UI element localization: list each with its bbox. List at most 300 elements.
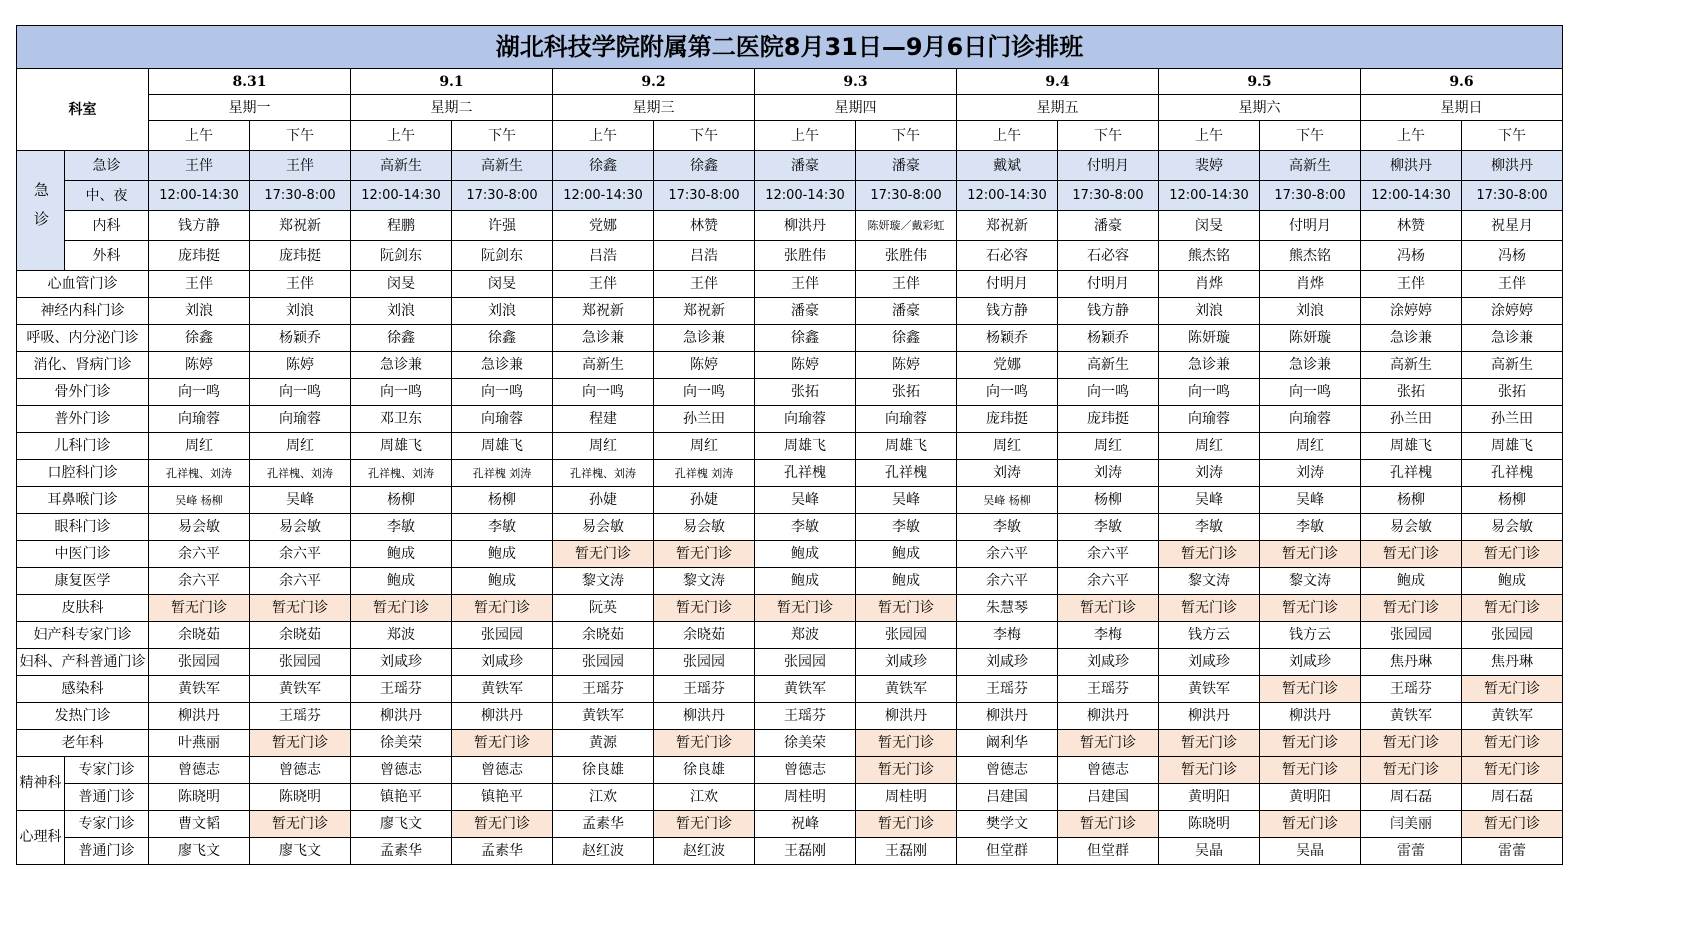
schedule-cell: 孔祥槐	[856, 460, 957, 487]
schedule-cell: 暂无门诊	[654, 541, 755, 568]
schedule-row	[17, 460, 1563, 487]
schedule-cell: 向一鸣	[250, 379, 351, 406]
schedule-cell: 黄铁军	[856, 676, 957, 703]
schedule-cell: 鲍成	[351, 568, 452, 595]
schedule-cell: 12:00-14:30	[553, 181, 654, 211]
schedule-cell: 黎文涛	[1260, 568, 1361, 595]
schedule-cell: 闵旻	[452, 271, 553, 298]
schedule-cell: 黄铁军	[553, 703, 654, 730]
schedule-cell: 暂无门诊	[1462, 541, 1563, 568]
schedule-cell: 闫美丽	[1361, 811, 1462, 838]
schedule-cell: 暂无门诊	[755, 595, 856, 622]
schedule-cell: 钱方静	[149, 211, 250, 241]
schedule-cell: 陈晓明	[149, 784, 250, 811]
schedule-cell: 张拓	[755, 379, 856, 406]
schedule-cell: 向瑜蓉	[1159, 406, 1260, 433]
schedule-cell: 吴峰	[755, 487, 856, 514]
schedule-cell: 徐鑫	[452, 325, 553, 352]
schedule-cell: 黄源	[553, 730, 654, 757]
schedule-cell: 吕建国	[957, 784, 1058, 811]
schedule-cell: 陈婷	[654, 352, 755, 379]
schedule-cell: 李梅	[957, 622, 1058, 649]
dept-label: 神经内科门诊	[17, 298, 149, 325]
pm-header: 下午	[1058, 121, 1159, 151]
schedule-cell: 黄铁军	[1159, 676, 1260, 703]
schedule-cell: 祝星月	[1462, 211, 1563, 241]
schedule-row	[17, 487, 1563, 514]
schedule-cell: 吕浩	[654, 241, 755, 271]
schedule-cell: 17:30-8:00	[1462, 181, 1563, 211]
schedule-cell: 吴峰 杨柳	[957, 487, 1058, 514]
schedule-cell: 郑波	[351, 622, 452, 649]
schedule-cell: 刘浪	[1260, 298, 1361, 325]
schedule-cell: 鲍成	[755, 541, 856, 568]
schedule-cell: 余六平	[149, 568, 250, 595]
schedule-cell: 王瑶芬	[351, 676, 452, 703]
schedule-cell: 邓卫东	[351, 406, 452, 433]
schedule-cell: 吴晶	[1260, 838, 1361, 865]
schedule-cell: 孙兰田	[1361, 406, 1462, 433]
schedule-cell: 阮英	[553, 595, 654, 622]
schedule-cell: 曾德志	[755, 757, 856, 784]
schedule-cell: 鲍成	[856, 541, 957, 568]
schedule-cell: 12:00-14:30	[755, 181, 856, 211]
schedule-cell: 周红	[1159, 433, 1260, 460]
schedule-cell: 张园园	[452, 622, 553, 649]
schedule-cell: 祝峰	[755, 811, 856, 838]
schedule-row	[17, 298, 1563, 325]
schedule-cell: 郑祝新	[553, 298, 654, 325]
schedule-row	[17, 703, 1563, 730]
schedule-cell: 暂无门诊	[856, 730, 957, 757]
schedule-cell: 雷蕾	[1462, 838, 1563, 865]
schedule-cell: 冯杨	[1462, 241, 1563, 271]
schedule-cell: 柳洪丹	[1260, 703, 1361, 730]
schedule-cell: 柳洪丹	[452, 703, 553, 730]
schedule-row	[17, 514, 1563, 541]
schedule-cell: 阮剑东	[351, 241, 452, 271]
schedule-cell: 暂无门诊	[1159, 595, 1260, 622]
schedule-cell: 暂无门诊	[1361, 595, 1462, 622]
day-date: 9.1	[351, 69, 553, 95]
schedule-cell: 黎文涛	[1159, 568, 1260, 595]
schedule-cell: 徐鑫	[856, 325, 957, 352]
schedule-cell: 周雄飞	[351, 433, 452, 460]
schedule-cell: 暂无门诊	[856, 811, 957, 838]
schedule-cell: 周雄飞	[856, 433, 957, 460]
schedule-cell: 刘咸珍	[856, 649, 957, 676]
schedule-row	[17, 730, 1563, 757]
schedule-cell: 吴峰 杨柳	[149, 487, 250, 514]
schedule-cell: 孔祥槐 刘涛	[654, 460, 755, 487]
schedule-cell: 易会敏	[149, 514, 250, 541]
schedule-cell: 向一鸣	[654, 379, 755, 406]
schedule-cell: 暂无门诊	[1260, 757, 1361, 784]
schedule-cell: 陈晓明	[1159, 811, 1260, 838]
schedule-cell: 廖飞文	[250, 838, 351, 865]
schedule-cell: 曾德志	[452, 757, 553, 784]
schedule-cell: 付明月	[1058, 271, 1159, 298]
schedule-cell: 陈妍璇	[1159, 325, 1260, 352]
schedule-cell: 刘浪	[149, 298, 250, 325]
schedule-cell: 暂无门诊	[149, 595, 250, 622]
schedule-row	[17, 757, 1563, 784]
schedule-cell: 庞玮挺	[149, 241, 250, 271]
schedule-row	[17, 406, 1563, 433]
pm-header: 下午	[452, 121, 553, 151]
schedule-cell: 易会敏	[1361, 514, 1462, 541]
schedule-cell: 张拓	[1462, 379, 1563, 406]
schedule-cell: 裴婷	[1159, 151, 1260, 181]
schedule-cell: 易会敏	[250, 514, 351, 541]
schedule-cell: 王伴	[250, 151, 351, 181]
schedule-cell: 刘咸珍	[1058, 649, 1159, 676]
schedule-cell: 高新生	[452, 151, 553, 181]
schedule-cell: 鲍成	[452, 541, 553, 568]
schedule-cell: 柳洪丹	[1058, 703, 1159, 730]
schedule-cell: 徐鑫	[654, 151, 755, 181]
schedule-cell: 暂无门诊	[1361, 757, 1462, 784]
schedule-cell: 周石磊	[1361, 784, 1462, 811]
day-weekday: 星期三	[553, 95, 755, 121]
schedule-cell: 柳洪丹	[1361, 151, 1462, 181]
day-date: 9.6	[1361, 69, 1563, 95]
schedule-cell: 阚利华	[957, 730, 1058, 757]
day-date: 8.31	[149, 69, 351, 95]
schedule-cell: 张园园	[1462, 622, 1563, 649]
schedule-cell: 钱方云	[1260, 622, 1361, 649]
schedule-cell: 徐鑫	[351, 325, 452, 352]
schedule-cell: 杨颖乔	[1058, 325, 1159, 352]
schedule-cell: 暂无门诊	[452, 595, 553, 622]
schedule-cell: 刘涛	[1260, 460, 1361, 487]
schedule-cell: 王瑶芬	[1361, 676, 1462, 703]
schedule-cell: 周桂明	[856, 784, 957, 811]
schedule-cell: 李敏	[452, 514, 553, 541]
schedule-cell: 孟素华	[452, 838, 553, 865]
schedule-row	[17, 325, 1563, 352]
schedule-cell: 暂无门诊	[1058, 595, 1159, 622]
schedule-cell: 钱方静	[957, 298, 1058, 325]
schedule-cell: 余晓茹	[149, 622, 250, 649]
schedule-cell: 暂无门诊	[553, 541, 654, 568]
schedule-cell: 庞玮挺	[957, 406, 1058, 433]
schedule-cell: 余六平	[957, 568, 1058, 595]
schedule-cell: 急诊兼	[452, 352, 553, 379]
schedule-cell: 向一鸣	[1159, 379, 1260, 406]
schedule-cell: 鲍成	[1462, 568, 1563, 595]
dept-label: 内科	[65, 211, 149, 241]
schedule-cell: 廖飞文	[351, 811, 452, 838]
schedule-cell: 张园园	[250, 649, 351, 676]
dept-label: 呼吸、内分泌门诊	[17, 325, 149, 352]
schedule-cell: 叶燕丽	[149, 730, 250, 757]
schedule-row	[17, 649, 1563, 676]
schedule-cell: 闵旻	[1159, 211, 1260, 241]
schedule-cell: 程鹏	[351, 211, 452, 241]
schedule-cell: 涂婷婷	[1462, 298, 1563, 325]
group-label-psychiatry: 精神科	[17, 757, 65, 811]
schedule-cell: 王伴	[1462, 271, 1563, 298]
schedule-cell: 急诊兼	[351, 352, 452, 379]
schedule-cell: 暂无门诊	[1058, 811, 1159, 838]
schedule-cell: 易会敏	[1462, 514, 1563, 541]
schedule-cell: 暂无门诊	[1260, 676, 1361, 703]
schedule-row	[17, 211, 1563, 241]
schedule-cell: 闵旻	[351, 271, 452, 298]
schedule-cell: 石必容	[1058, 241, 1159, 271]
schedule-cell: 暂无门诊	[654, 595, 755, 622]
schedule-cell: 黄铁军	[1462, 703, 1563, 730]
schedule-cell: 刘咸珍	[1260, 649, 1361, 676]
schedule-cell: 鲍成	[1361, 568, 1462, 595]
schedule-cell: 庞玮挺	[250, 241, 351, 271]
schedule-cell: 张园园	[553, 649, 654, 676]
schedule-cell: 急诊兼	[1462, 325, 1563, 352]
schedule-cell: 孙婕	[553, 487, 654, 514]
schedule-cell: 廖飞文	[149, 838, 250, 865]
am-header: 上午	[1159, 121, 1260, 151]
schedule-cell: 孟素华	[351, 838, 452, 865]
day-weekday: 星期日	[1361, 95, 1563, 121]
schedule-cell: 暂无门诊	[1462, 676, 1563, 703]
dept-label: 皮肤科	[17, 595, 149, 622]
schedule-cell: 12:00-14:30	[1159, 181, 1260, 211]
schedule-cell: 冯杨	[1361, 241, 1462, 271]
schedule-cell: 孔祥槐	[1361, 460, 1462, 487]
schedule-cell: 暂无门诊	[452, 730, 553, 757]
schedule-cell: 12:00-14:30	[1361, 181, 1462, 211]
day-date: 9.4	[957, 69, 1159, 95]
schedule-cell: 向瑜蓉	[856, 406, 957, 433]
schedule-cell: 余六平	[1058, 568, 1159, 595]
schedule-cell: 杨柳	[1462, 487, 1563, 514]
schedule-cell: 孔祥槐、刘涛	[250, 460, 351, 487]
schedule-cell: 李敏	[856, 514, 957, 541]
schedule-cell: 急诊兼	[1260, 352, 1361, 379]
schedule-row	[17, 784, 1563, 811]
schedule-cell: 易会敏	[654, 514, 755, 541]
schedule-cell: 王瑶芬	[1058, 676, 1159, 703]
schedule-cell: 朱慧琴	[957, 595, 1058, 622]
day-weekday: 星期二	[351, 95, 553, 121]
pm-header: 下午	[1260, 121, 1361, 151]
schedule-cell: 暂无门诊	[1260, 541, 1361, 568]
schedule-cell: 王瑶芬	[553, 676, 654, 703]
schedule-cell: 曾德志	[250, 757, 351, 784]
schedule-cell: 鲍成	[856, 568, 957, 595]
schedule-cell: 戴斌	[957, 151, 1058, 181]
schedule-row	[17, 676, 1563, 703]
schedule-cell: 柳洪丹	[351, 703, 452, 730]
schedule-cell: 郑祝新	[957, 211, 1058, 241]
schedule-cell: 庞玮挺	[1058, 406, 1159, 433]
dept-label: 感染科	[17, 676, 149, 703]
schedule-cell: 周雄飞	[1462, 433, 1563, 460]
schedule-cell: 暂无门诊	[654, 730, 755, 757]
schedule-cell: 肖烨	[1159, 271, 1260, 298]
schedule-cell: 付明月	[957, 271, 1058, 298]
schedule-cell: 但堂群	[1058, 838, 1159, 865]
schedule-cell: 孔祥槐	[1462, 460, 1563, 487]
dept-label: 儿科门诊	[17, 433, 149, 460]
schedule-cell: 向瑜蓉	[1260, 406, 1361, 433]
schedule-cell: 曾德志	[957, 757, 1058, 784]
schedule-cell: 王伴	[755, 271, 856, 298]
schedule-cell: 鲍成	[351, 541, 452, 568]
schedule-cell: 付明月	[1260, 211, 1361, 241]
dept-label: 急诊	[65, 151, 149, 181]
schedule-cell: 刘涛	[1159, 460, 1260, 487]
group-label-emergency: 急诊	[17, 151, 65, 271]
schedule-cell: 余晓茹	[654, 622, 755, 649]
schedule-cell: 黄铁军	[1361, 703, 1462, 730]
schedule-cell: 柳洪丹	[654, 703, 755, 730]
schedule-cell: 暂无门诊	[856, 595, 957, 622]
schedule-cell: 王伴	[1361, 271, 1462, 298]
schedule-cell: 杨柳	[351, 487, 452, 514]
schedule-cell: 李敏	[351, 514, 452, 541]
schedule-cell: 郑波	[755, 622, 856, 649]
schedule-cell: 刘涛	[957, 460, 1058, 487]
schedule-cell: 鲍成	[755, 568, 856, 595]
schedule-cell: 熊杰铭	[1260, 241, 1361, 271]
schedule-cell: 李敏	[957, 514, 1058, 541]
schedule-cell: 高新生	[351, 151, 452, 181]
schedule-cell: 李敏	[1159, 514, 1260, 541]
pm-header: 下午	[1462, 121, 1563, 151]
dept-label: 发热门诊	[17, 703, 149, 730]
schedule-cell: 向一鸣	[553, 379, 654, 406]
schedule-cell: 17:30-8:00	[856, 181, 957, 211]
schedule-row	[17, 568, 1563, 595]
schedule-title: 湖北科技学院附属第二医院8月31日—9月6日门诊排班	[17, 26, 1563, 69]
schedule-cell: 樊学文	[957, 811, 1058, 838]
schedule-cell: 熊杰铭	[1159, 241, 1260, 271]
schedule-cell: 周红	[149, 433, 250, 460]
schedule-cell: 17:30-8:00	[1260, 181, 1361, 211]
schedule-row	[17, 622, 1563, 649]
schedule-cell: 江欢	[553, 784, 654, 811]
schedule-cell: 曾德志	[149, 757, 250, 784]
schedule-table	[16, 25, 1563, 865]
schedule-cell: 刘咸珍	[351, 649, 452, 676]
schedule-cell: 黎文涛	[553, 568, 654, 595]
schedule-cell: 陈婷	[755, 352, 856, 379]
schedule-cell: 周红	[1058, 433, 1159, 460]
schedule-cell: 镇艳平	[452, 784, 553, 811]
dept-label: 外科	[65, 241, 149, 271]
dept-label: 中、夜	[65, 181, 149, 211]
schedule-cell: 党娜	[957, 352, 1058, 379]
schedule-cell: 急诊兼	[1159, 352, 1260, 379]
schedule-cell: 林赞	[654, 211, 755, 241]
schedule-cell: 赵红波	[553, 838, 654, 865]
schedule-cell: 潘豪	[856, 298, 957, 325]
schedule-cell: 暂无门诊	[1159, 757, 1260, 784]
schedule-cell: 刘咸珍	[957, 649, 1058, 676]
pm-header: 下午	[654, 121, 755, 151]
schedule-cell: 余六平	[250, 568, 351, 595]
schedule-cell: 黄铁军	[149, 676, 250, 703]
day-date: 9.5	[1159, 69, 1361, 95]
schedule-cell: 高新生	[553, 352, 654, 379]
schedule-row	[17, 838, 1563, 865]
schedule-cell: 17:30-8:00	[654, 181, 755, 211]
day-weekday: 星期五	[957, 95, 1159, 121]
schedule-cell: 向一鸣	[1260, 379, 1361, 406]
schedule-cell: 向瑜蓉	[755, 406, 856, 433]
pm-header: 下午	[250, 121, 351, 151]
schedule-cell: 张园园	[654, 649, 755, 676]
schedule-cell: 暂无门诊	[1058, 730, 1159, 757]
schedule-cell: 刘浪	[452, 298, 553, 325]
schedule-cell: 钱方云	[1159, 622, 1260, 649]
schedule-cell: 孔祥槐、刘涛	[149, 460, 250, 487]
schedule-cell: 向一鸣	[1058, 379, 1159, 406]
schedule-cell: 党娜	[553, 211, 654, 241]
schedule-cell: 镇艳平	[351, 784, 452, 811]
schedule-cell: 潘豪	[755, 298, 856, 325]
schedule-cell: 暂无门诊	[250, 730, 351, 757]
schedule-cell: 杨柳	[452, 487, 553, 514]
schedule-cell: 王伴	[149, 271, 250, 298]
schedule-cell: 余六平	[149, 541, 250, 568]
schedule-row	[17, 241, 1563, 271]
schedule-cell: 徐鑫	[755, 325, 856, 352]
schedule-cell: 暂无门诊	[1462, 730, 1563, 757]
schedule-row	[17, 541, 1563, 568]
schedule-cell: 余晓茹	[553, 622, 654, 649]
schedule-cell: 王伴	[149, 151, 250, 181]
schedule-cell: 李敏	[1058, 514, 1159, 541]
schedule-cell: 刘咸珍	[452, 649, 553, 676]
schedule-row	[17, 433, 1563, 460]
schedule-cell: 周红	[957, 433, 1058, 460]
am-header: 上午	[553, 121, 654, 151]
schedule-cell: 王瑶芬	[654, 676, 755, 703]
schedule-cell: 潘豪	[856, 151, 957, 181]
schedule-cell: 陈妍璇	[1260, 325, 1361, 352]
schedule-cell: 徐鑫	[149, 325, 250, 352]
schedule-cell: 肖烨	[1260, 271, 1361, 298]
schedule-cell: 林赞	[1361, 211, 1462, 241]
schedule-cell: 李梅	[1058, 622, 1159, 649]
schedule-cell: 柳洪丹	[1159, 703, 1260, 730]
schedule-row	[17, 271, 1563, 298]
schedule-cell: 暂无门诊	[1462, 757, 1563, 784]
pm-header: 下午	[856, 121, 957, 151]
schedule-cell: 暂无门诊	[1159, 541, 1260, 568]
schedule-cell: 吴峰	[856, 487, 957, 514]
schedule-cell: 王伴	[654, 271, 755, 298]
schedule-cell: 张园园	[1361, 622, 1462, 649]
schedule-cell: 余六平	[957, 541, 1058, 568]
schedule-cell: 黄铁军	[452, 676, 553, 703]
am-header: 上午	[1361, 121, 1462, 151]
dept-label: 心血管门诊	[17, 271, 149, 298]
schedule-cell: 向瑜蓉	[452, 406, 553, 433]
schedule-cell: 孔祥槐	[755, 460, 856, 487]
schedule-cell: 向瑜蓉	[250, 406, 351, 433]
schedule-row	[17, 811, 1563, 838]
schedule-cell: 向一鸣	[452, 379, 553, 406]
schedule-cell: 徐良雄	[553, 757, 654, 784]
schedule-cell: 郑祝新	[654, 298, 755, 325]
dept-label: 普外门诊	[17, 406, 149, 433]
schedule-cell: 王瑶芬	[250, 703, 351, 730]
dept-label: 耳鼻喉门诊	[17, 487, 149, 514]
